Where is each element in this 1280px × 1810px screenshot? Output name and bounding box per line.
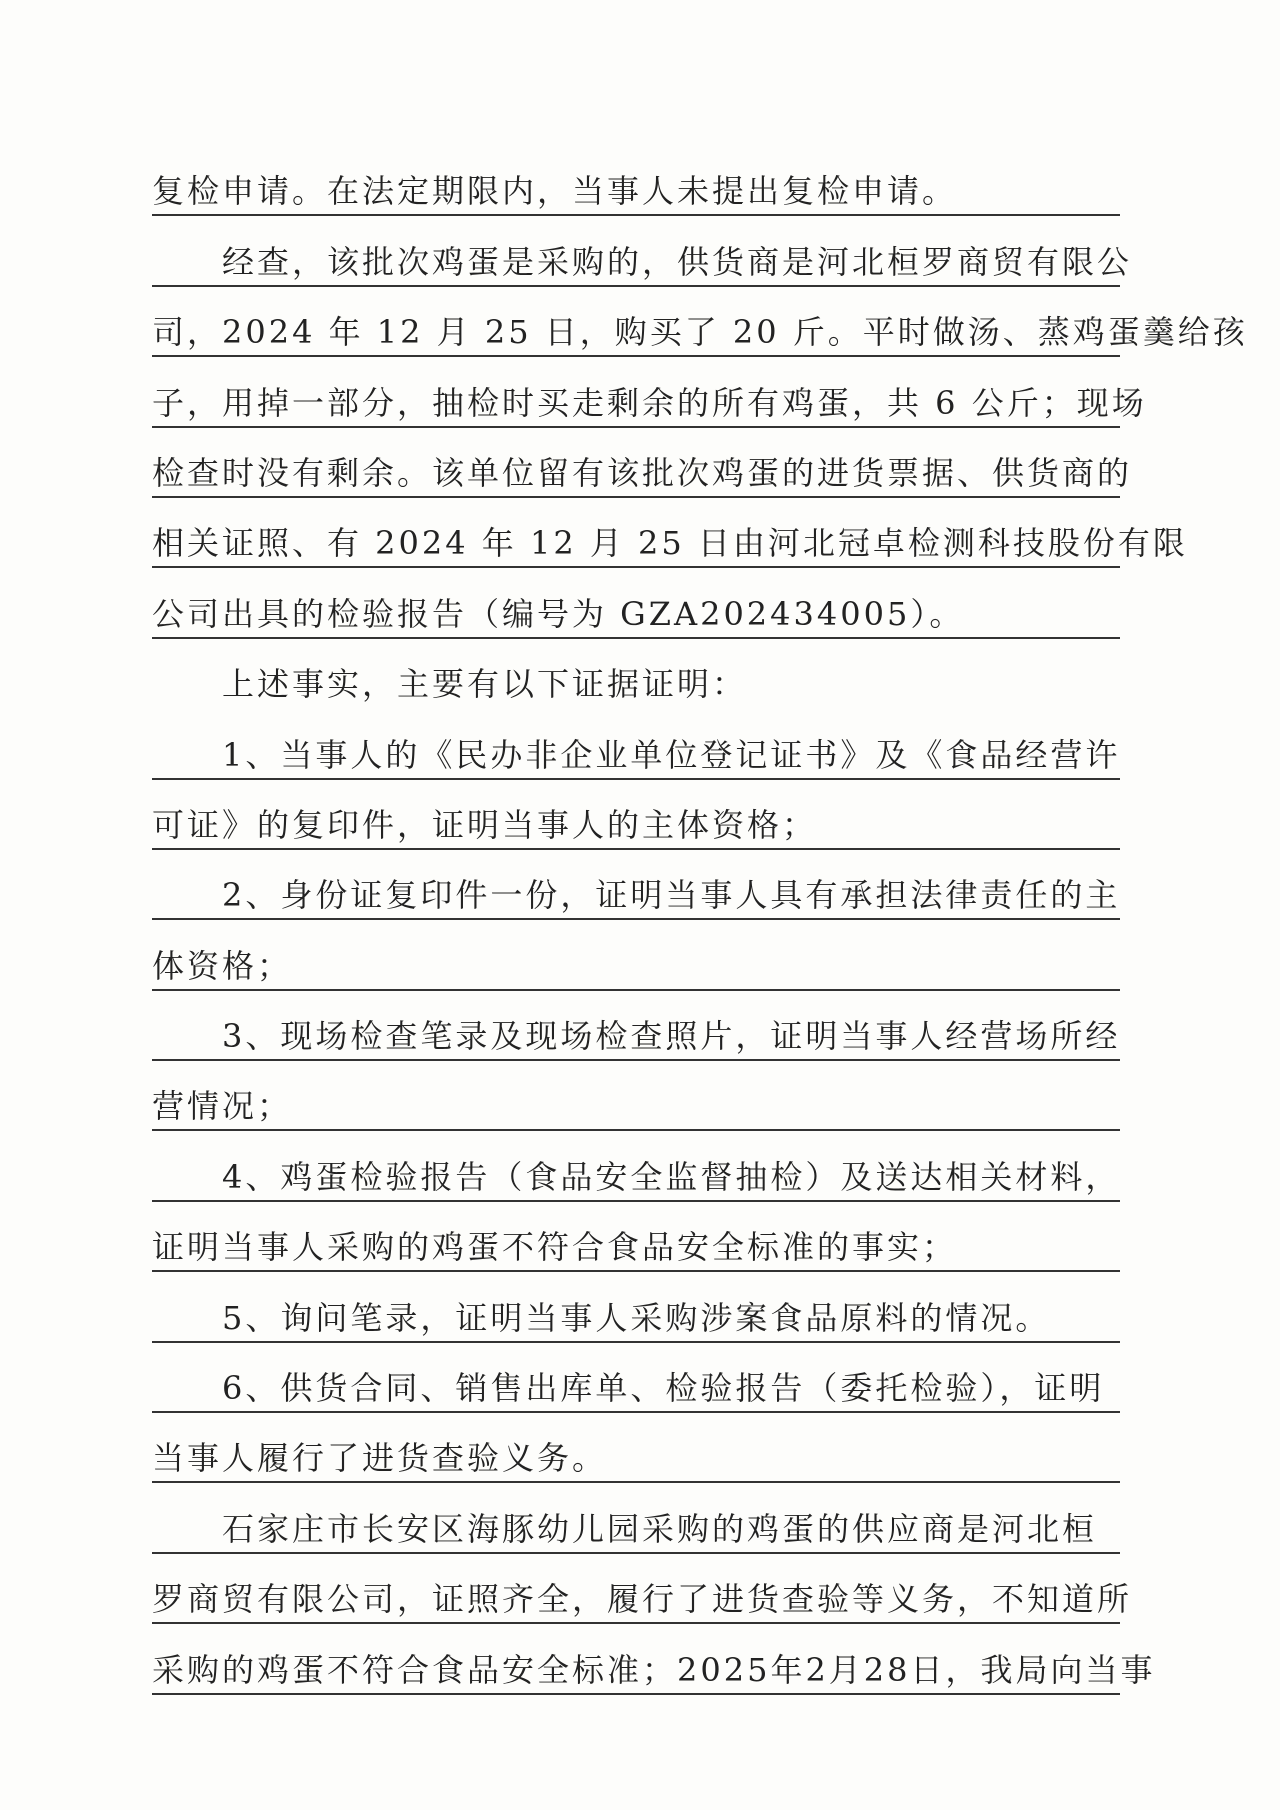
text-line <box>152 1276 1120 1346</box>
underline-rule <box>152 1059 1120 1061</box>
line-text: 罗商贸有限公司，证照齐全，履行了进货查验等义务，不知道所 <box>152 1580 1133 1619</box>
document-body <box>152 150 1248 1699</box>
underline-rule <box>152 848 1120 850</box>
line-text: 检查时没有剩余。该单位留有该批次鸡蛋的进货票据、供货商的 <box>152 453 1133 492</box>
line-text: 体资格； <box>152 946 293 985</box>
text-line <box>152 784 1120 854</box>
line-text: 复检申请。在法定期限内，当事人未提出复检申请。 <box>152 172 958 211</box>
underline-rule <box>152 426 1120 428</box>
line-text: 采购的鸡蛋不符合食品安全标准；2025年2月28日，我局向当事 <box>152 1650 1156 1689</box>
underline-rule <box>152 1129 1120 1131</box>
text-line <box>152 1135 1120 1205</box>
underline-rule <box>152 1200 1120 1202</box>
text-line <box>152 1206 1120 1276</box>
underline-rule <box>152 1693 1120 1695</box>
text-line <box>152 995 1120 1065</box>
text-line <box>152 1487 1120 1557</box>
underline-rule <box>152 918 1120 920</box>
line-text: 子，用掉一部分，抽检时买走剩余的所有鸡蛋，共 6 公斤；现场 <box>152 383 1147 422</box>
underline-rule <box>152 1341 1120 1343</box>
line-text: 经查，该批次鸡蛋是采购的，供货商是河北桓罗商贸有限公 <box>222 242 1133 281</box>
text-line <box>152 361 1147 431</box>
line-text: 上述事实，主要有以下证据证明： <box>222 665 748 704</box>
line-text: 当事人履行了进货查验义务。 <box>152 1439 608 1478</box>
underline-rule <box>152 1411 1120 1413</box>
underline-rule <box>152 1622 1120 1624</box>
line-text: 可证》的复印件，证明当事人的主体资格； <box>152 805 818 844</box>
underline-rule <box>152 637 1120 639</box>
text-line <box>152 1558 1133 1628</box>
underline-rule <box>152 566 1120 568</box>
line-text: 4、鸡蛋检验报告（食品安全监督抽检）及送达相关材料， <box>222 1157 1121 1196</box>
underline-rule <box>152 1270 1120 1272</box>
line-text: 证明当事人采购的鸡蛋不符合食品安全标准的事实； <box>152 1228 958 1267</box>
line-text: 1、当事人的《民办非企业单位登记证书》及《食品经营许 <box>222 735 1121 774</box>
text-line <box>152 150 1120 220</box>
line-text: 司，2024 年 12 月 25 日，购买了 20 斤。平时做汤、蒸鸡蛋羹给孩 <box>152 313 1248 352</box>
underline-rule <box>152 778 1120 780</box>
text-line <box>152 502 1188 572</box>
text-line <box>152 1347 1120 1417</box>
line-text: 相关证照、有 2024 年 12 月 25 日由河北冠卓检测科技股份有限 <box>152 524 1188 563</box>
text-line <box>152 924 1120 994</box>
text-line <box>152 572 1120 642</box>
text-line <box>152 1417 1120 1487</box>
line-text: 2、身份证复印件一份，证明当事人具有承担法律责任的主 <box>222 876 1121 915</box>
text-line <box>152 854 1120 924</box>
text-line <box>152 643 1120 713</box>
underline-rule <box>152 355 1120 357</box>
line-text: 6、供货合同、销售出库单、检验报告（委托检验），证明 <box>222 1369 1105 1408</box>
text-line <box>152 220 1133 290</box>
underline-rule <box>152 989 1120 991</box>
underline-rule <box>152 285 1120 287</box>
underline-rule <box>152 1552 1120 1554</box>
text-line <box>152 1628 1156 1698</box>
underline-rule <box>152 214 1120 216</box>
underline-rule <box>152 496 1120 498</box>
line-text: 公司出具的检验报告（编号为 GZA202434005）。 <box>152 594 965 633</box>
text-line <box>152 713 1120 783</box>
line-text: 营情况； <box>152 1087 293 1126</box>
text-line <box>152 1065 1120 1135</box>
line-text: 石家庄市长安区海豚幼儿园采购的鸡蛋的供应商是河北桓 <box>222 1509 1098 1548</box>
line-text: 3、现场检查笔录及现场检查照片，证明当事人经营场所经 <box>222 1017 1121 1056</box>
line-text: 5、询问笔录，证明当事人采购涉案食品原料的情况。 <box>222 1298 1051 1337</box>
text-line <box>152 432 1133 502</box>
underline-rule <box>152 1481 1120 1483</box>
text-line <box>152 291 1248 361</box>
